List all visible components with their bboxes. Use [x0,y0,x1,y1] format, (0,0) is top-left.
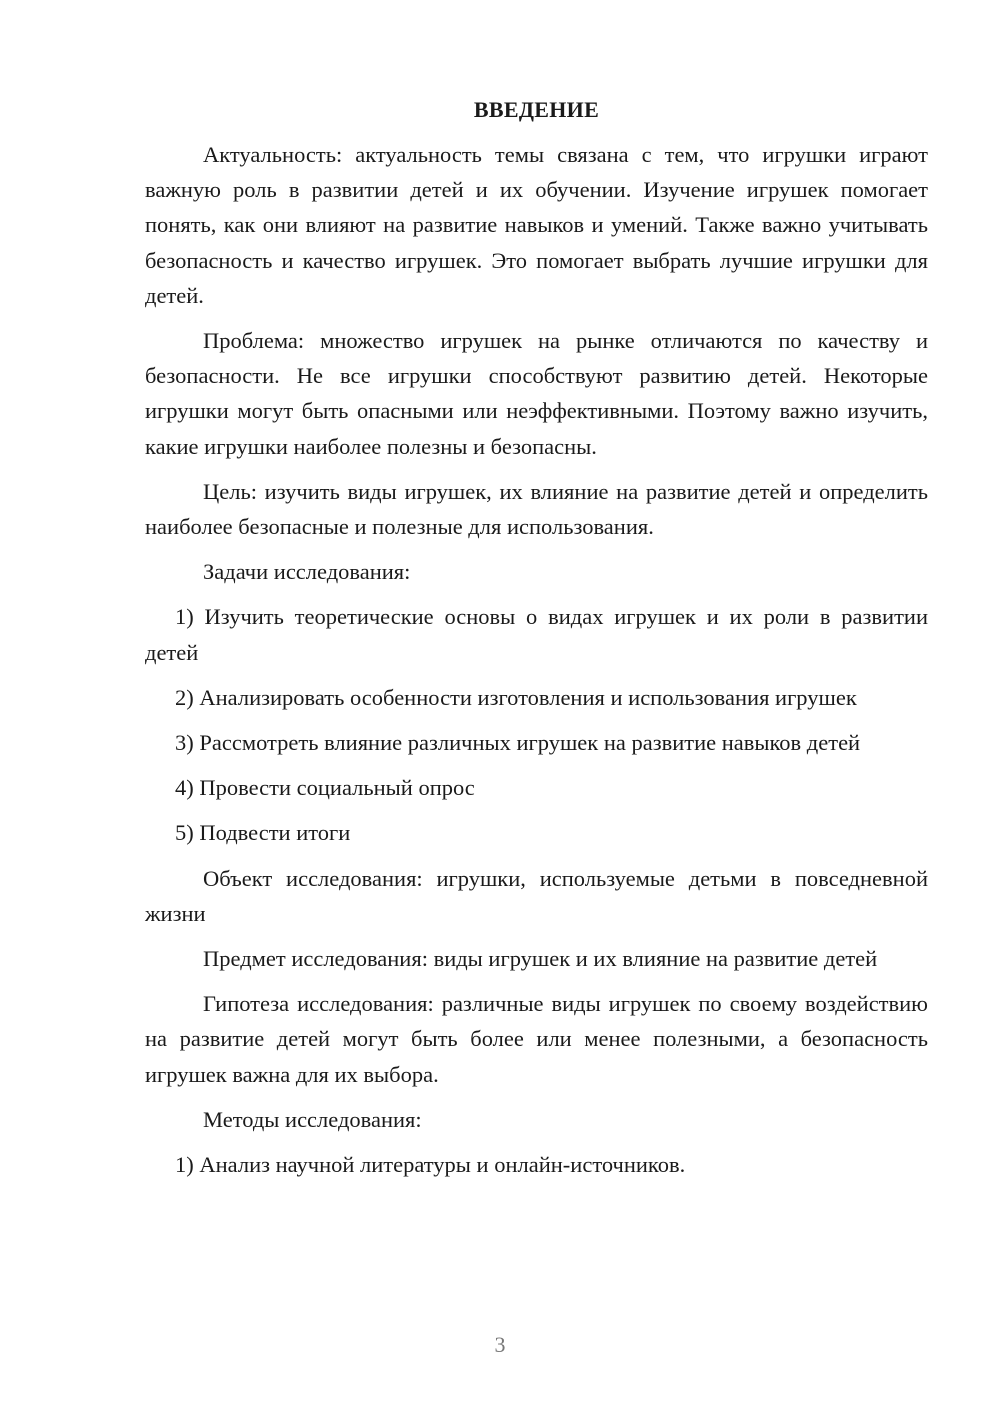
methods-heading: Методы исследования: [203,1106,422,1132]
section-heading: ВВЕДЕНИЕ [473,97,600,122]
paragraph-object: Объект исследования: игрушки, используемые детьми в повседневной жизни [145,865,928,926]
paragraph-hypothesis: Гипотеза исследования: различные виды игрушек по своему воздействию на развитие детей могут быть более или менее полезными, а безопасность игрушек важна для их выбора. [145,991,928,1087]
paragraph-goal: Цель: изучить виды игрушек, их влияние на развитие детей и определить наиболее безопасные и полезные для использования. [145,478,928,540]
document-page [145,92,928,1192]
paragraph-problem: Проблема: множество игрушек на рынке отличаются по качеству и безопасности. Не все игрушки способствуют развитию детей. Некоторые игрушки могут быть опасными или неэффективными. Поэтому важно изучить, какие игрушки наиболее полезны и безопасны. [145,328,928,459]
method-item: 1) Анализ научной литературы и онлайн-источников. [175,1152,686,1178]
paragraph-subject: Предмет исследования: виды игрушек и их влияние на развитие детей [203,946,878,972]
task-item: 4) Провести социальный опрос [175,775,475,801]
task-item: 3) Рассмотреть влияние различных игрушек на развитие навыков детей [175,730,861,756]
page-number: 3 [494,1332,506,1357]
task-item: 2) Анализировать особенности изготовления и использования игрушек [175,684,857,710]
paragraph-relevance: Актуальность: актуальность темы связана с тем, что игрушки играют важную роль в развитии детей и их обучении. Изучение игрушек помогает понять, как они влияют на развитие навыков и умений. Также важно учитывать безопасность и качество игрушек. Это помогает выбрать лучшие игрушки для детей. [145,142,928,308]
tasks-heading: Задачи исследования: [203,559,411,585]
task-item: 5) Подвести итоги [175,820,351,846]
task-item: 1) Изучить теоретические основы о видах игрушек и их роли в развитии детей [145,604,928,665]
